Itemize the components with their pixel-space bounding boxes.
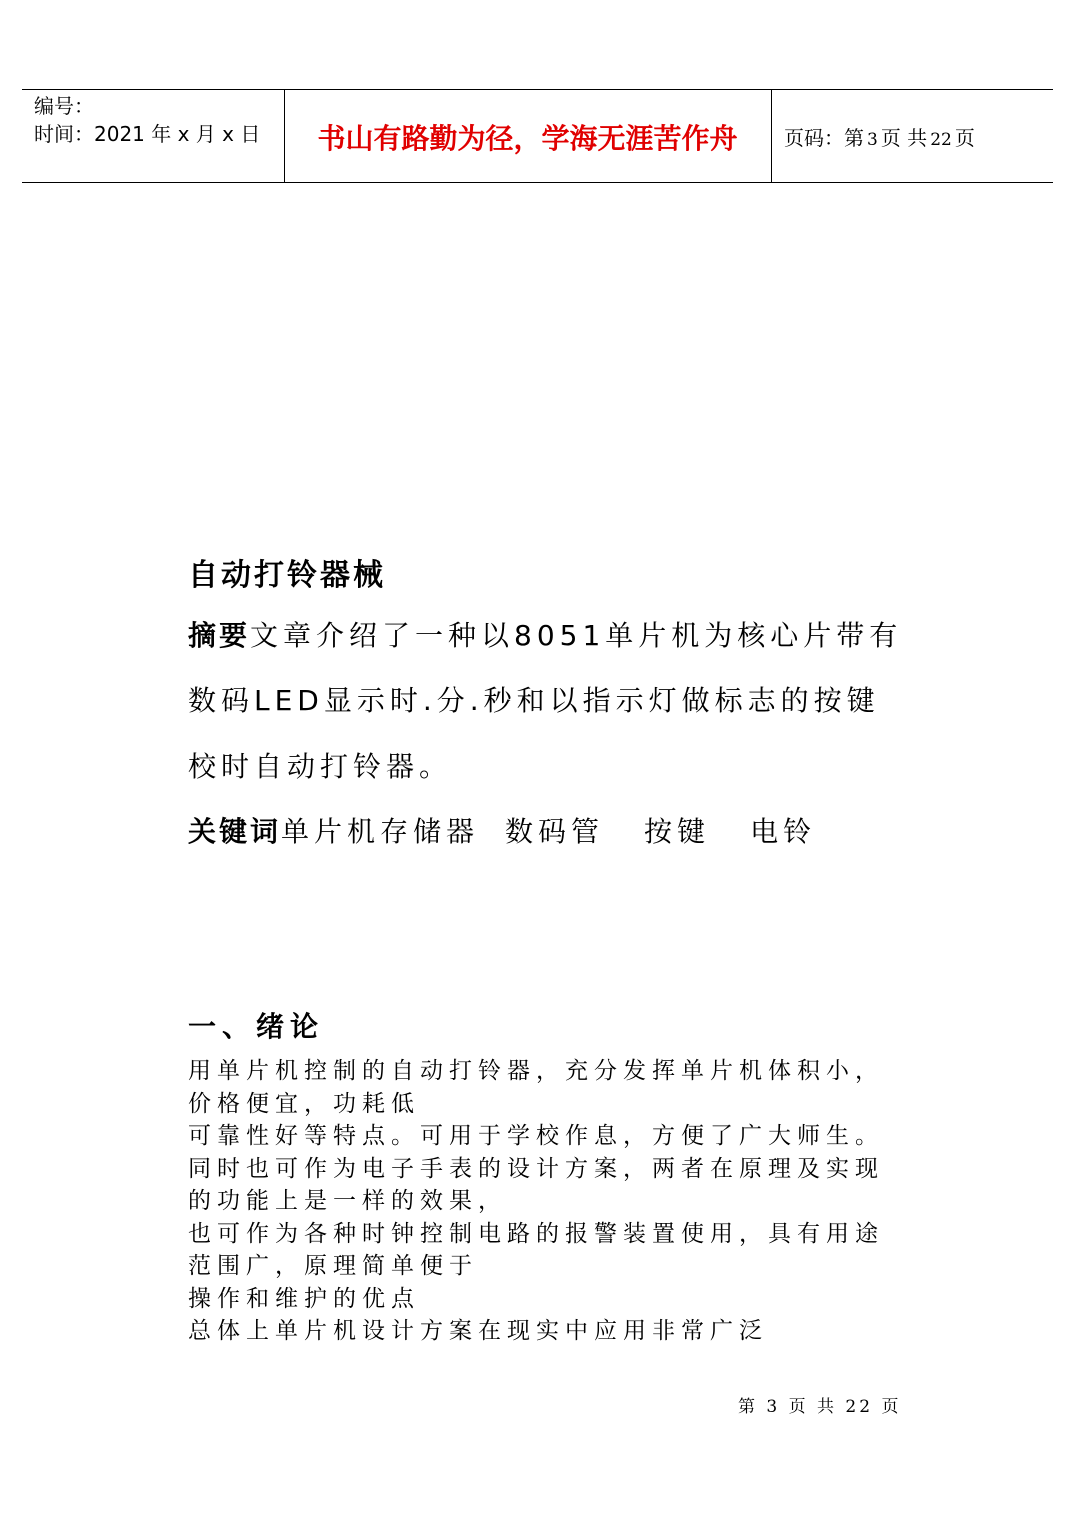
keyword: 数码管 bbox=[505, 815, 605, 848]
keyword: 电铃 bbox=[750, 815, 817, 848]
page-total: 22 bbox=[930, 130, 952, 150]
page-current: 3 bbox=[867, 130, 878, 150]
keywords-line bbox=[188, 810, 816, 850]
paragraph-line: 的功能上是一样的效果， bbox=[188, 1188, 507, 1214]
page-label-suffix: 页 bbox=[954, 126, 975, 150]
document-title: 自动打铃器械 bbox=[188, 558, 386, 593]
paragraph-line: 总体上单片机设计方案在现实中应用非常广泛 bbox=[188, 1318, 768, 1344]
keywords-label: 关键词 bbox=[188, 815, 282, 848]
header-bottom-rule bbox=[22, 182, 1053, 183]
header-top-rule bbox=[22, 89, 1053, 90]
page-footer: 第 3 页 共 22 页 bbox=[738, 1397, 902, 1417]
paragraph-line: 同时也可作为电子手表的设计方案，两者在原理及实现 bbox=[188, 1155, 884, 1182]
paragraph-line: 可靠性好等特点。可用于学校作息，方便了广大师生。 bbox=[188, 1123, 884, 1149]
time-label: 时间：2021 年 x 月 x 日 bbox=[34, 122, 261, 146]
header-meta bbox=[34, 92, 260, 148]
header-divider-right bbox=[771, 89, 772, 182]
paragraph-line: 范围广，原理简单便于 bbox=[188, 1253, 478, 1279]
header-motto: 书山有路勤为径，学海无涯苦作舟 bbox=[317, 122, 738, 155]
paragraph-line: 也可作为各种时钟控制电路的报警装置使用，具有用途 bbox=[188, 1220, 884, 1247]
abstract-label: 摘要 bbox=[188, 619, 251, 652]
abstract-line-2: 数码LED显示时.分.秒和以指示灯做标志的按键 bbox=[188, 684, 880, 717]
page-label-prefix: 页码：第 bbox=[784, 126, 864, 150]
page-label-mid: 页 共 bbox=[880, 126, 928, 150]
section-paragraph bbox=[188, 1055, 908, 1348]
header-page-info bbox=[784, 122, 975, 151]
serial-label: 编号： bbox=[34, 94, 94, 118]
section-heading: 一、绪论 bbox=[188, 1010, 325, 1043]
abstract-text-1: 文章介绍了一种以8051单片机为核心片带有 bbox=[250, 619, 903, 652]
paragraph-line: 操作和维护的优点 bbox=[188, 1285, 420, 1312]
abstract-line-1 bbox=[188, 614, 902, 654]
abstract-line-3: 校时自动打铃器。 bbox=[188, 750, 453, 783]
paragraph-line: 用单片机控制的自动打铃器，充分发挥单片机体积小， bbox=[188, 1058, 884, 1084]
keyword: 按键 bbox=[644, 815, 711, 848]
keyword: 单片机存储器 bbox=[281, 815, 480, 848]
paragraph-line: 价格便宜，功耗低 bbox=[188, 1090, 420, 1117]
